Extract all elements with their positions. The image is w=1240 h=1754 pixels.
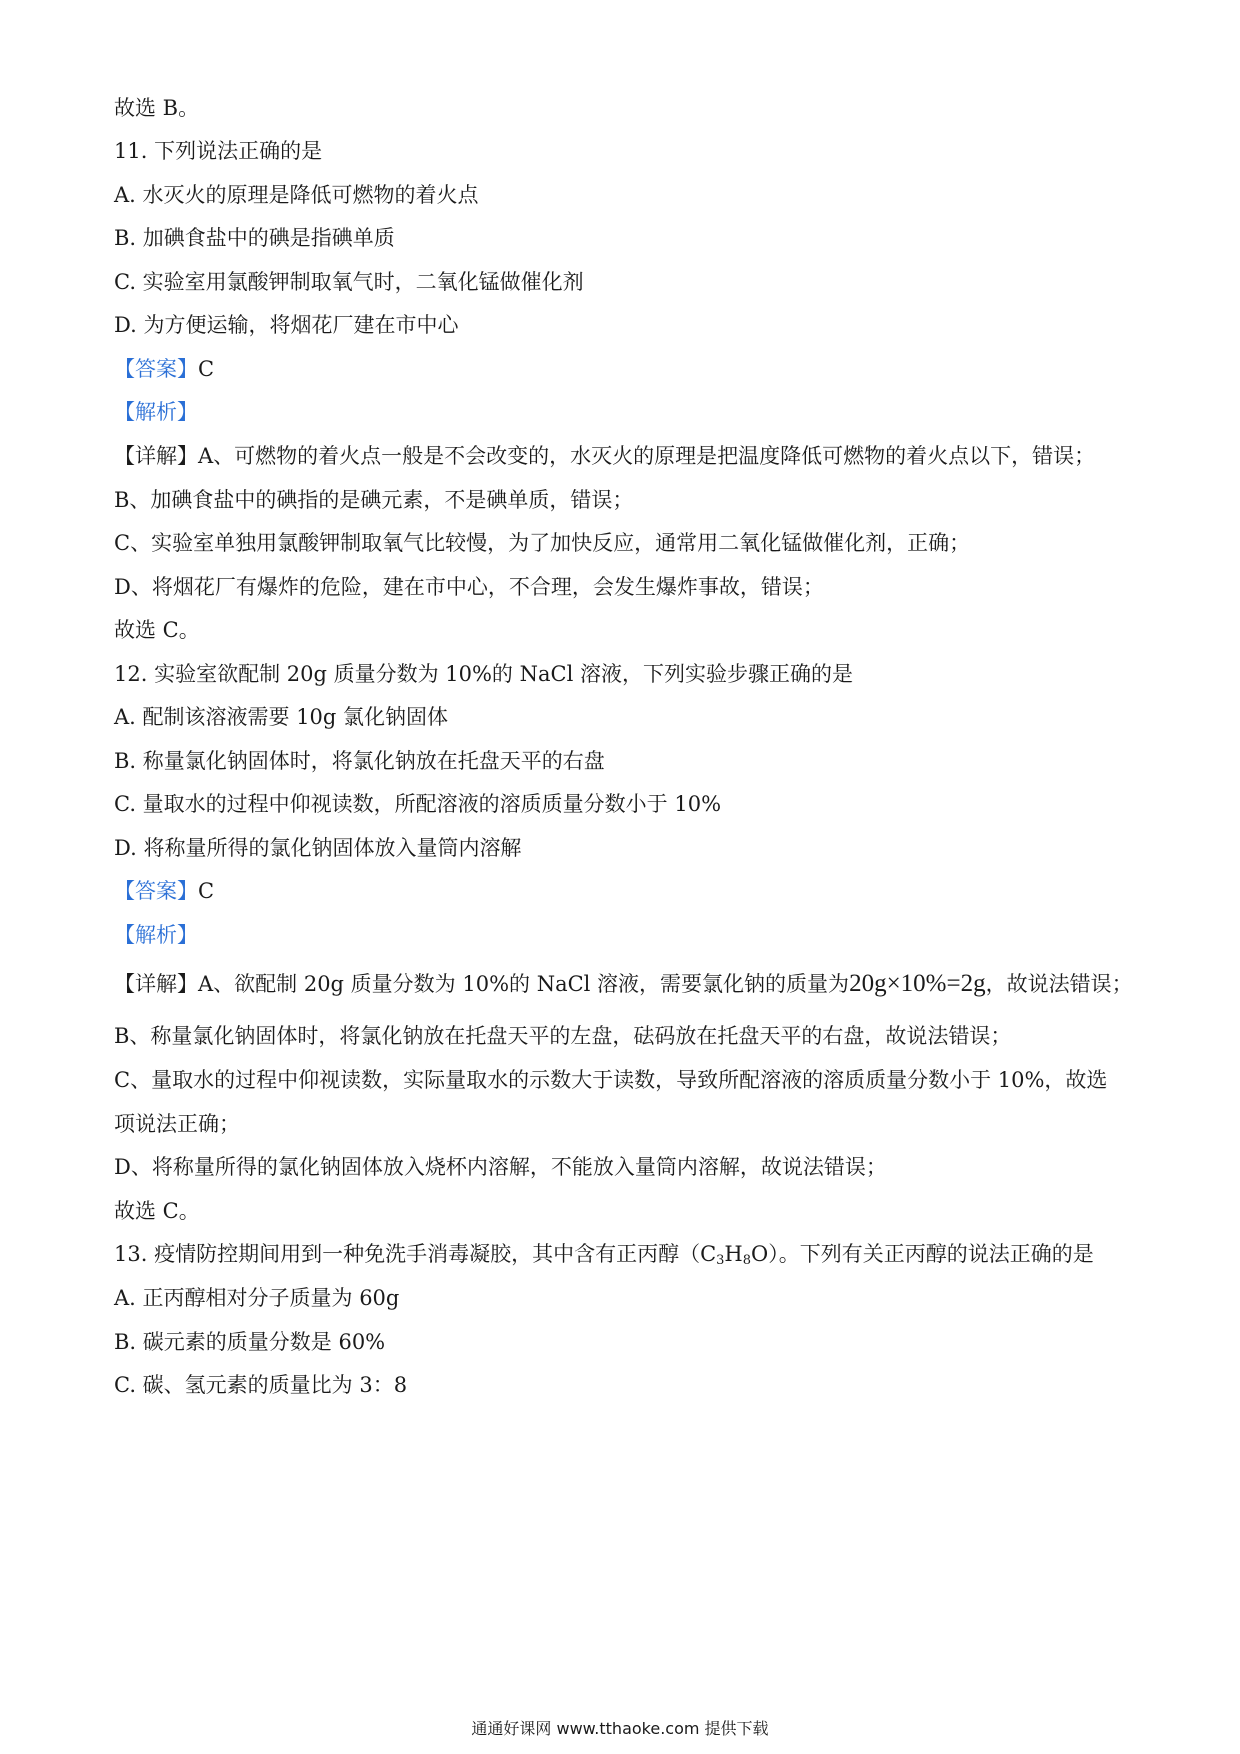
answer-line	[114, 355, 214, 383]
answer-line	[114, 877, 214, 905]
answer-value: C	[198, 357, 215, 381]
text-line: D、将称量所得的氯化钠固体放入烧杯内溶解，不能放入量筒内溶解，故说法错误；	[114, 1155, 887, 1179]
detail-tag: 【详解】	[114, 972, 198, 996]
text-line: 故选 C。	[114, 1199, 200, 1223]
subscript: 8	[742, 1253, 752, 1268]
question-13-text: O）。下列有关正丙醇的说法正确的是	[751, 1242, 1094, 1266]
question-13-option-a: A. 正丙醇相对分子质量为 60g	[114, 1286, 400, 1310]
text-line: 故选 C。	[114, 618, 200, 642]
answer-tag: 【答案】	[114, 879, 198, 903]
question-12-option-a: A. 配制该溶液需要 10g 氯化钠固体	[114, 705, 449, 729]
text-line: C、量取水的过程中仰视读数，实际量取水的示数大于读数，导致所配溶液的溶质质量分数小于 10%，故选	[114, 1068, 1108, 1092]
text-line: B、称量氯化钠固体时，将氯化钠放在托盘天平的左盘，砝码放在托盘天平的右盘，故说法错误；	[114, 1024, 1012, 1048]
subscript: 3	[716, 1253, 725, 1268]
question-11-stem: 11. 下列说法正确的是	[114, 139, 323, 163]
analysis-line	[114, 398, 198, 426]
detail-text-end: ，故说法错误；	[985, 972, 1133, 996]
page-footer: 通通好课网 www.tthaoke.com 提供下载	[471, 1719, 769, 1738]
question-12-option-c: C. 量取水的过程中仰视读数，所配溶液的溶质质量分数小于 10%	[114, 792, 722, 816]
question-12-stem: 12. 实验室欲配制 20g 质量分数为 10%的 NaCl 溶液，下列实验步骤正确的是	[114, 662, 853, 686]
mass-formula: 20g×10%=2g	[849, 970, 986, 997]
question-11-option-d: D. 为方便运输，将烟花厂建在市中心	[114, 313, 459, 337]
question-13-text: 13. 疫情防控期间用到一种免洗手消毒凝胶，其中含有正丙醇（C	[114, 1242, 717, 1266]
detail-text: A、欲配制 20g 质量分数为 10%的 NaCl 溶液，需要氯化钠的质量为	[198, 972, 850, 996]
analysis-line	[114, 921, 198, 949]
question-13-text: H	[724, 1242, 743, 1266]
text-line: 项说法正确；	[114, 1112, 240, 1136]
question-12-option-b: B. 称量氯化钠固体时，将氯化钠放在托盘天平的右盘	[114, 749, 605, 773]
detail-line	[114, 442, 1095, 470]
text-line: D、将烟花厂有爆炸的危险，建在市中心，不合理，会发生爆炸事故，错误；	[114, 575, 824, 599]
text-line: 故选 B。	[114, 96, 200, 120]
question-13-option-b: B. 碳元素的质量分数是 60%	[114, 1330, 386, 1354]
question-13-stem	[114, 1240, 1094, 1275]
text-line: B、加碘食盐中的碘指的是碘元素，不是碘单质，错误；	[114, 488, 634, 512]
analysis-tag: 【解析】	[114, 400, 198, 424]
detail-tag: 【详解】	[114, 444, 198, 468]
answer-tag: 【答案】	[114, 357, 198, 381]
question-12-option-d: D. 将称量所得的氯化钠固体放入量筒内溶解	[114, 836, 522, 860]
question-11-option-b: B. 加碘食盐中的碘是指碘单质	[114, 226, 395, 250]
analysis-tag: 【解析】	[114, 923, 198, 947]
question-11-option-a: A. 水灭火的原理是降低可燃物的着火点	[114, 183, 479, 207]
text-line: C、实验室单独用氯酸钾制取氧气比较慢，为了加快反应，通常用二氧化锰做催化剂，正确；	[114, 531, 971, 555]
detail-line	[114, 970, 1133, 998]
question-13-option-c: C. 碳、氢元素的质量比为 3：8	[114, 1373, 408, 1397]
question-11-option-c: C. 实验室用氯酸钾制取氧气时，二氧化锰做催化剂	[114, 270, 584, 294]
answer-value: C	[198, 879, 215, 903]
detail-text: A、可燃物的着火点一般是不会改变的，水灭火的原理是把温度降低可燃物的着火点以下，错误；	[198, 444, 1096, 468]
